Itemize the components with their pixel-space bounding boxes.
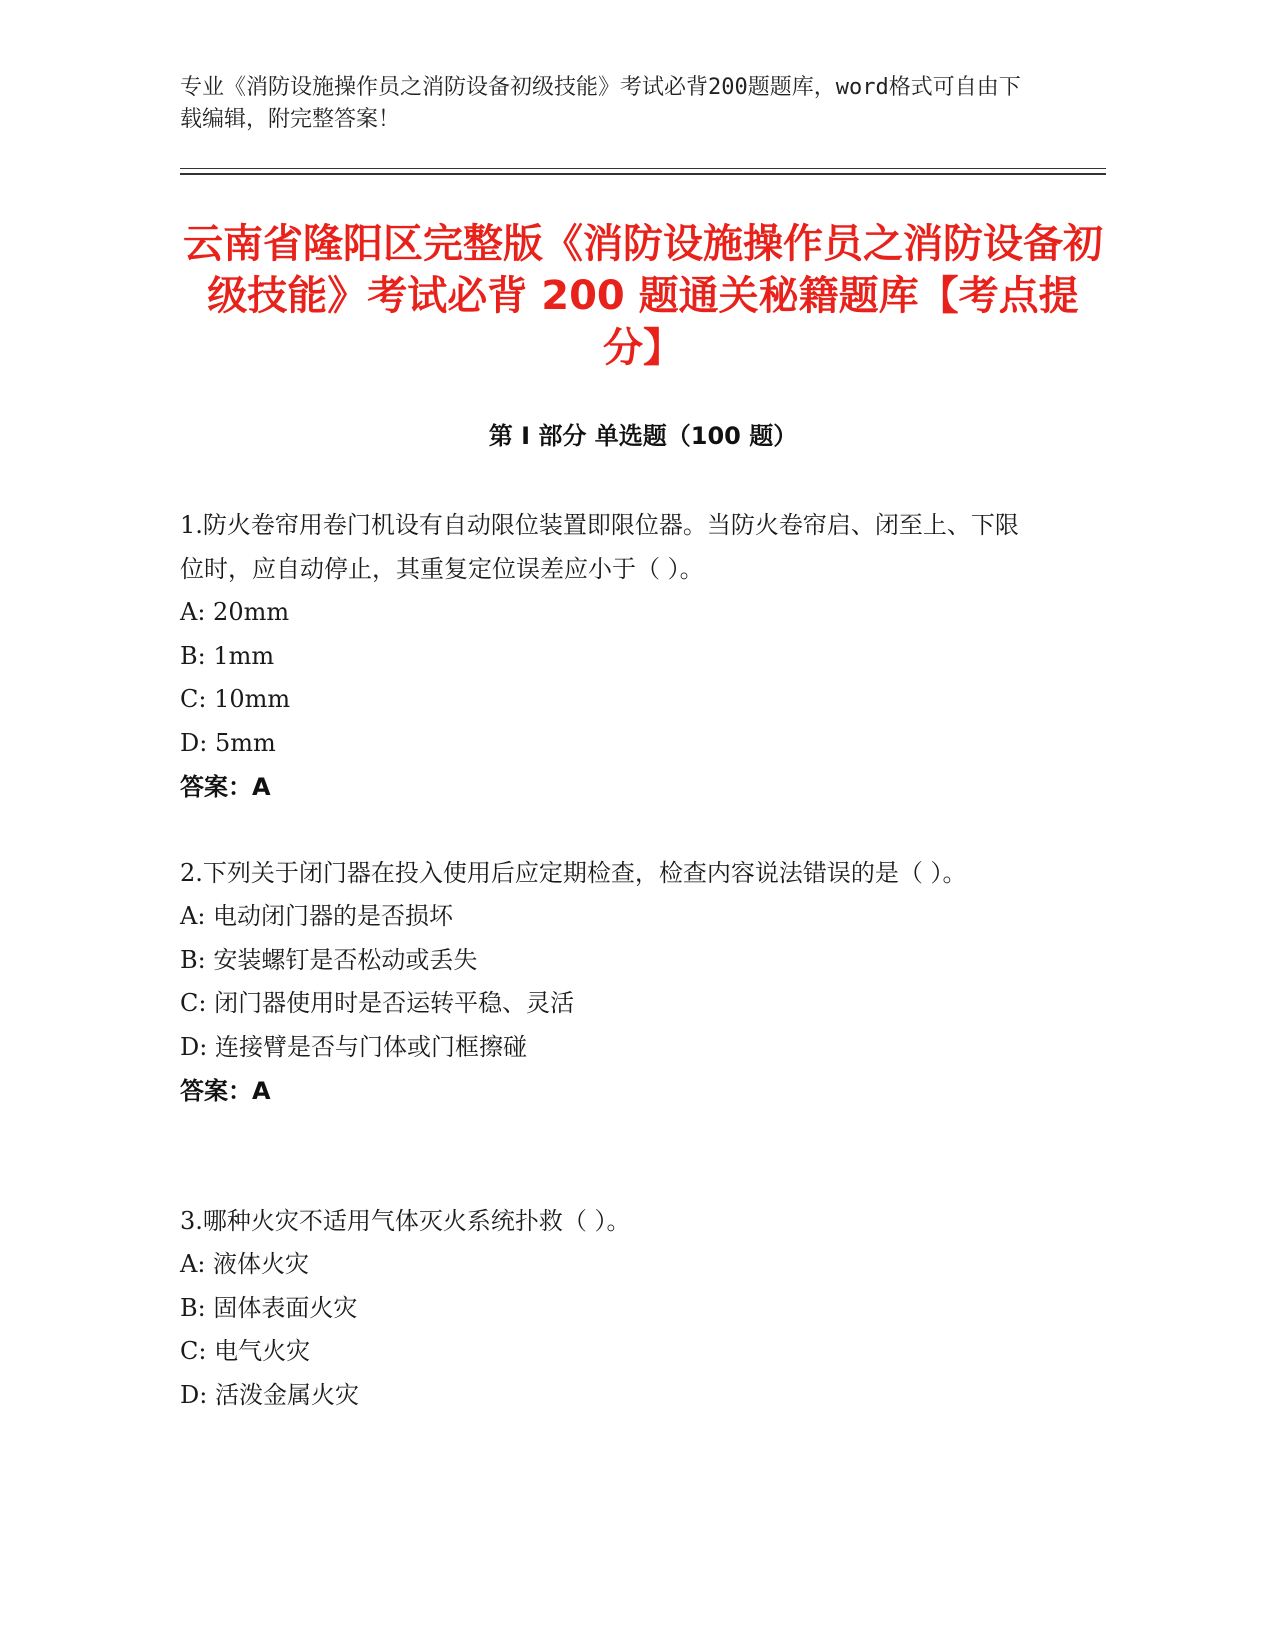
answer: 答案：A [180, 1077, 271, 1105]
option-d: D: 连接臂是否与门体或门框擦碰 [180, 1032, 527, 1061]
question-stem: 2.下列关于闭门器在投入使用后应定期检查，检查内容说法错误的是（ ）。 [180, 859, 967, 887]
option-d: D: 5mm [180, 728, 276, 757]
question-2 [180, 851, 1040, 1113]
question-1 [180, 503, 1040, 809]
option-b: B: 固体表面火灾 [180, 1293, 358, 1322]
section-heading: 第 I 部分 单选题（100 题） [488, 422, 798, 450]
question-stem: 3.哪种火灾不适用气体灭火系统扑救（ ）。 [180, 1207, 631, 1235]
option-d: D: 活泼金属火灾 [180, 1380, 359, 1409]
option-c: C: 电气火灾 [180, 1337, 311, 1365]
document-title: 云南省隆阳区完整版《消防设施操作员之消防设备初级技能》考试必背 200 题通关秘籍题库【考点提分】 [183, 221, 1103, 371]
option-c: C: 10mm [180, 685, 291, 713]
answer: 答案：A [180, 773, 271, 801]
header-divider-thick [180, 173, 1106, 175]
option-b: B: 安装螺钉是否松动或丢失 [180, 945, 478, 974]
option-a: A: 电动闭门器的是否损坏 [180, 902, 454, 930]
question-stem: 1.防火卷帘用卷门机设有自动限位装置即限位器。当防火卷帘启、闭至上、下限位时，应自动停止，其重复定位误差应小于（ ）。 [180, 511, 1019, 583]
header-note: 专业《消防设施操作员之消防设备初级技能》考试必背200题题库，word格式可自由下载编辑，附完整答案！ [180, 75, 1021, 132]
option-b: B: 1mm [180, 641, 275, 670]
option-c: C: 闭门器使用时是否运转平稳、灵活 [180, 989, 575, 1017]
question-3 [180, 1199, 1040, 1417]
header-divider-thin [180, 168, 1106, 169]
option-a: A: 20mm [180, 598, 290, 626]
option-a: A: 液体火灾 [180, 1250, 310, 1278]
